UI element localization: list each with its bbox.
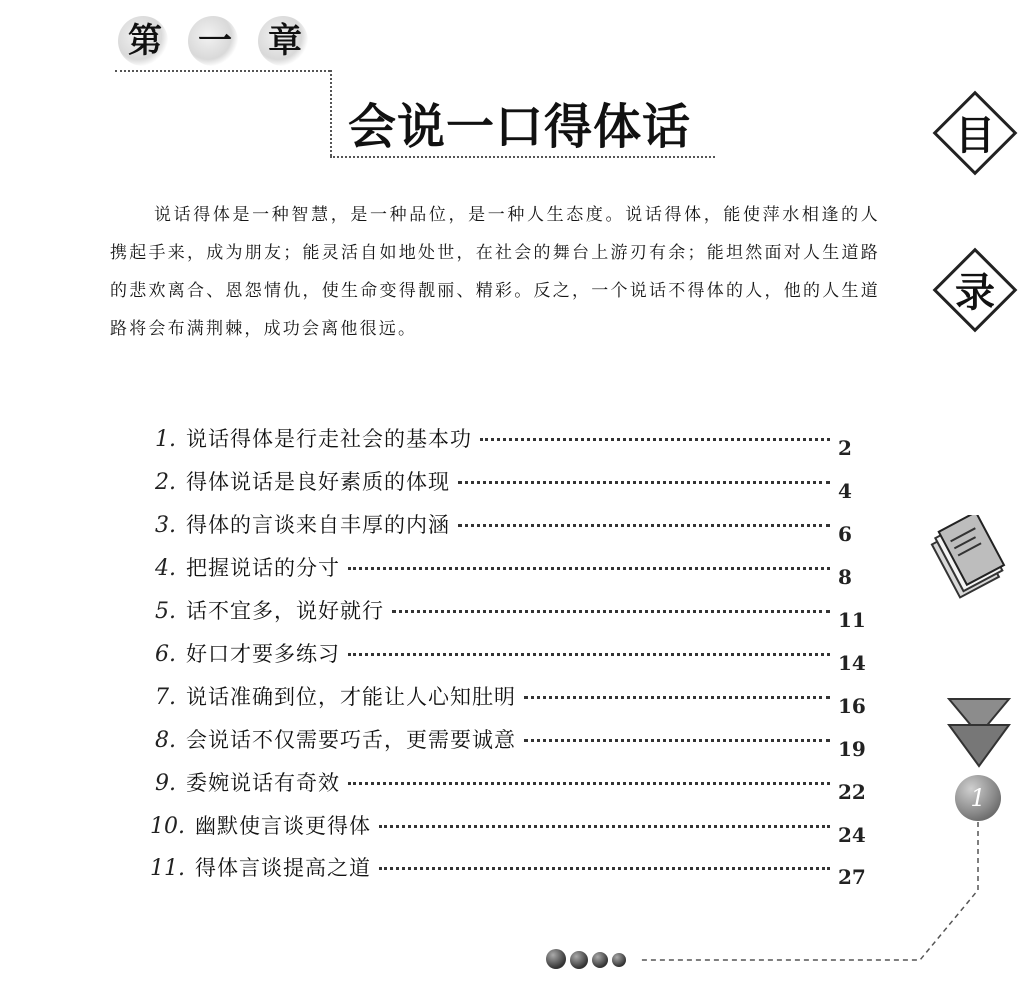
toc-leader-dots (480, 438, 830, 441)
toc-leader-dots (348, 567, 830, 570)
toc-item-title: 把握说话的分寸 (186, 556, 340, 580)
toc-item[interactable] (155, 423, 870, 463)
toc-item-page: 4 (838, 479, 852, 503)
header-divider-top (115, 70, 330, 72)
footer-dot (592, 952, 608, 968)
toc-item-title: 好口才要多练习 (186, 642, 340, 666)
sidebar-char-lu: 录 (955, 269, 995, 316)
toc-leader-dots (458, 524, 830, 527)
toc-item-number: 6. (155, 642, 176, 667)
page-connector-line (630, 820, 990, 970)
toc-item-page: 2 (838, 436, 852, 460)
intro-paragraph: 说话得体是一种智慧，是一种品位，是一种人生态度。说话得体，能使萍水相逢的人携起手来，成为朋友；能灵活自如地处世，在社会的舞台上游刃有余；能坦然面对人生道路的悲欢离合、恩怨情仇，使生命变得靓丽、精彩。反之，一个说话不得体的人，他的人生道路将会布满荆棘，成功会离他很远。 (110, 205, 880, 339)
toc-item[interactable] (155, 767, 870, 807)
footer-dot (570, 951, 588, 969)
toc-leader-dots (524, 739, 830, 742)
toc-item[interactable] (155, 595, 870, 635)
book-icon (930, 515, 1008, 607)
toc-item-title: 得体的言谈来自丰厚的内涵 (186, 513, 450, 537)
toc-item-page: 24 (838, 823, 866, 847)
toc-item-page: 19 (838, 737, 866, 761)
toc-item-number: 5. (155, 599, 176, 624)
toc-item-page: 6 (838, 522, 852, 546)
toc-item-number: 3. (155, 513, 176, 538)
toc-item-page: 27 (838, 865, 866, 889)
toc-item-page: 22 (838, 780, 866, 804)
chapter-title: 会说一口得体话 (348, 99, 692, 155)
toc-item-page: 8 (838, 565, 852, 589)
toc-item-number: 4. (155, 556, 176, 581)
footer-dot (546, 949, 566, 969)
page-number-badge: 1 (955, 775, 1001, 821)
header-divider-vertical (330, 70, 332, 156)
toc-item-title: 说话准确到位，才能让人心知肚明 (186, 685, 516, 709)
toc-item-title: 委婉说话有奇效 (186, 771, 340, 795)
chapter-label-char-3: 章 (262, 18, 308, 64)
toc-item-title: 得体言谈提高之道 (195, 856, 371, 880)
chapter-label-char-1: 第 (122, 18, 168, 64)
toc-item[interactable] (155, 552, 870, 592)
sidebar-char-mu: 目 (955, 112, 995, 159)
toc-item[interactable] (155, 466, 870, 506)
toc-leader-dots (524, 696, 830, 699)
footer-dot (612, 953, 626, 967)
toc-item-title: 说话得体是行走社会的基本功 (186, 427, 472, 451)
toc-leader-dots (458, 481, 830, 484)
toc-item[interactable] (155, 509, 870, 549)
toc-item-title: 得体说话是良好素质的体现 (186, 470, 450, 494)
toc-leader-dots (348, 653, 830, 656)
toc-item-number: 11. (150, 856, 185, 881)
chapter-label-char-2: 一 (192, 18, 238, 64)
toc-leader-dots (348, 782, 830, 785)
toc-item-page: 14 (838, 651, 866, 675)
toc-item-number: 9. (155, 771, 176, 796)
toc-leader-dots (392, 610, 830, 613)
toc-item-title: 会说话不仅需要巧舌，更需要诚意 (186, 728, 516, 752)
toc-item-page: 16 (838, 694, 866, 718)
toc-item[interactable] (155, 638, 870, 678)
double-down-triangle-icon (945, 695, 1013, 770)
toc-item-number: 2. (155, 470, 176, 495)
toc-item-number: 1. (155, 427, 176, 452)
toc-item-title: 话不宜多，说好就行 (186, 599, 384, 623)
toc-item-number: 10. (150, 814, 185, 839)
toc-item-number: 8. (155, 728, 176, 753)
toc-item-title: 幽默使言谈更得体 (195, 814, 371, 838)
toc-item[interactable] (155, 724, 870, 764)
toc-item[interactable] (155, 681, 870, 721)
toc-item-page: 11 (838, 608, 866, 632)
toc-item-number: 7. (155, 685, 176, 710)
